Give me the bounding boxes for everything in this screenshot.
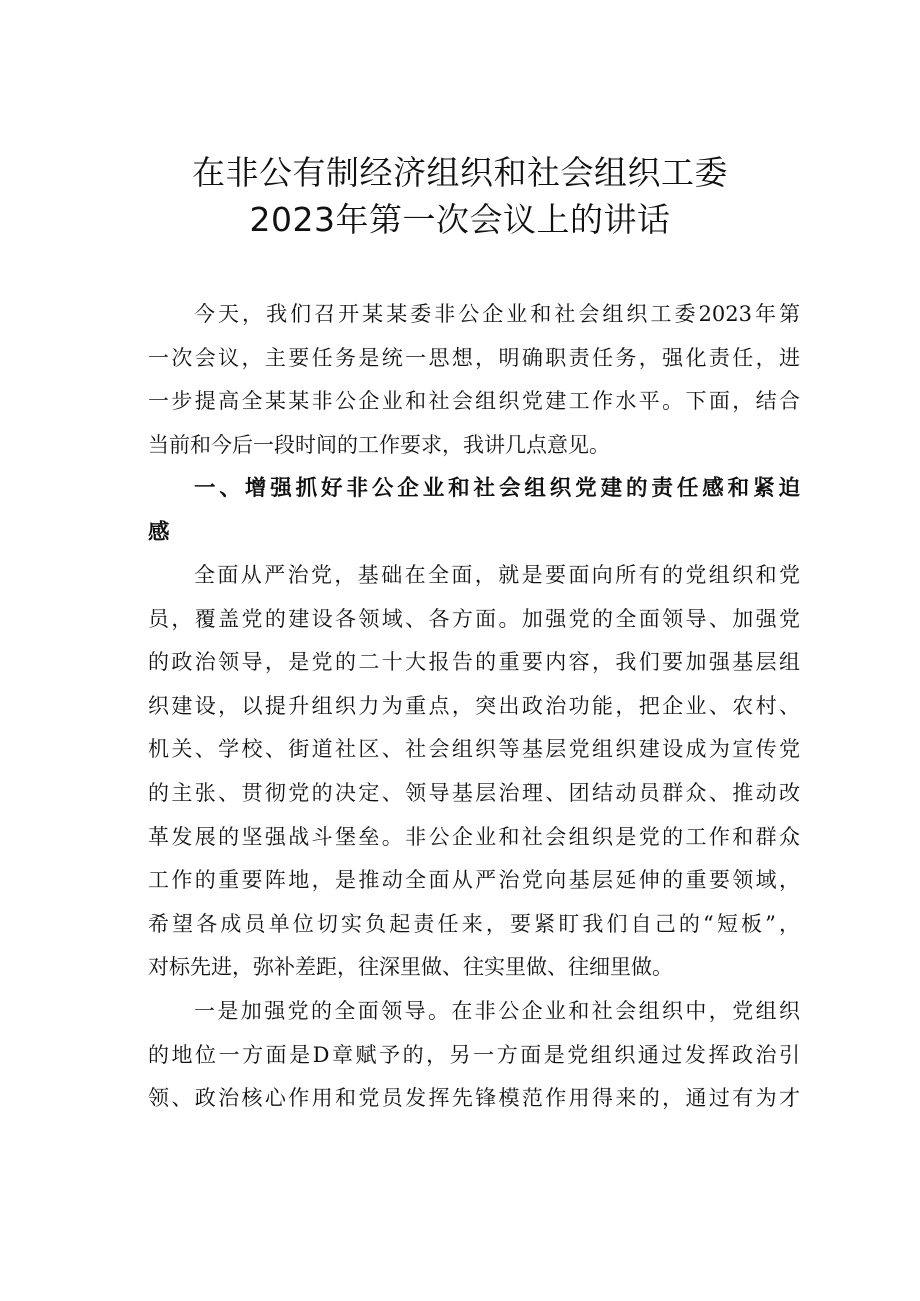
paragraph-line: 全面从严治党，基础在全面，就是要面向所有的党组织和党 — [194, 563, 800, 587]
paragraph-line: 一次会议，主要任务是统一思想，明确职责任务，强化责任，进 — [148, 345, 800, 370]
document-title-line-2: 2023年第一次会议上的讲话 — [249, 200, 671, 239]
paragraph-line: 希望各成员单位切实负起责任来，要紧盯我们自己的“短板”， — [148, 911, 800, 936]
heading-line: 一、增强抓好非公企业和社会组织党建的责任感和紧迫 — [194, 476, 800, 501]
paragraph-line: 对标先进，弥补差距，往深里做、往实里做、往细里做。 — [148, 955, 673, 980]
paragraph-line: 的地位一方面是D章赋予的，另一方面是党组织通过发挥政治引 — [148, 1042, 800, 1067]
paragraph-line: 工作的重要阵地，是推动全面从严治党向基层延伸的重要领域， — [148, 868, 800, 893]
paragraph-point-1 — [148, 990, 800, 1121]
paragraph-line: 的政治领导，是党的二十大报告的重要内容，我们要加强基层组 — [148, 650, 800, 675]
paragraph-section-1 — [148, 554, 800, 990]
document-title-line-1: 在非公有制经济组织和社会组织工委 — [192, 153, 728, 192]
paragraph-line: 今天，我们召开某某委非公企业和社会组织工委2023年第 — [194, 302, 800, 326]
paragraph-line: 当前和今后一段时间的工作要求，我讲几点意见。 — [148, 432, 610, 457]
paragraph-line: 领、政治核心作用和党员发挥先锋模范作用得来的，通过有为才 — [148, 1086, 800, 1111]
paragraph-line: 员，覆盖党的建设各领域、各方面。加强党的全面领导、加强党 — [148, 606, 800, 631]
paragraph-line: 一是加强党的全面领导。在非公企业和社会组织中，党组织 — [194, 999, 800, 1023]
paragraph-line: 革发展的坚强战斗堡垒。非公企业和社会组织是党的工作和群众 — [148, 824, 800, 849]
section-heading-1 — [148, 467, 800, 554]
paragraph-line: 一步提高全某某非公企业和社会组织党建工作水平。下面，结合 — [148, 389, 800, 414]
paragraph-line: 的主张、贯彻党的决定、领导基层治理、团结动员群众、推动改 — [148, 780, 800, 805]
paragraph-opening — [148, 293, 800, 467]
paragraph-line: 织建设，以提升组织力为重点，突出政治功能，把企业、农村、 — [148, 693, 800, 718]
paragraph-line: 机关、学校、街道社区、社会组织等基层党组织建设成为宣传党 — [148, 737, 800, 762]
heading-line: 感 — [148, 519, 170, 545]
